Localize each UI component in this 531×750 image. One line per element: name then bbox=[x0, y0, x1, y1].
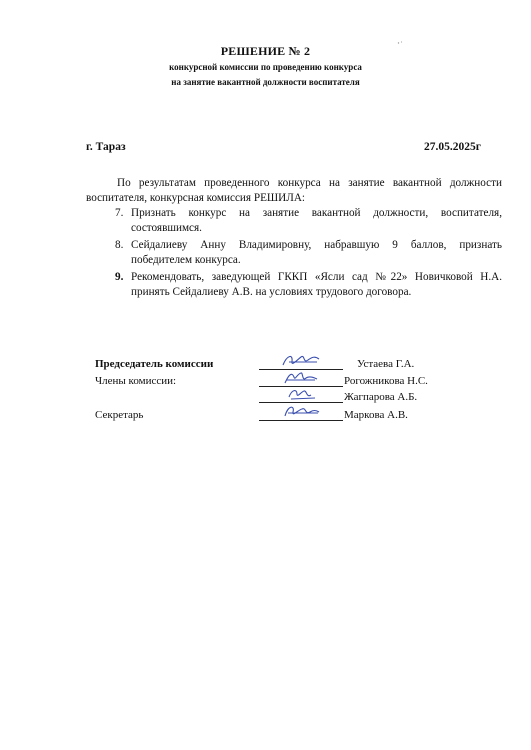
document-title: РЕШЕНИЕ № 2 bbox=[220, 44, 311, 58]
decision-item bbox=[86, 270, 502, 299]
secretary-name: Маркова А.В. bbox=[344, 409, 408, 421]
signature-line bbox=[259, 408, 343, 421]
decision-item-number: 7. bbox=[115, 207, 124, 219]
decision-item-text: Признать конкурс на занятие вакантной должности, воспитателя, состоявшимся. bbox=[131, 207, 502, 234]
chair-label: Председатель комиссии bbox=[95, 358, 214, 370]
decision-list bbox=[86, 206, 502, 299]
decision-item bbox=[86, 206, 502, 235]
decision-item-number: 8. bbox=[115, 239, 124, 251]
decision-item bbox=[86, 238, 502, 267]
decision-body bbox=[86, 176, 502, 299]
intro-paragraph: По результатам проведенного конкурса на занятие вакантной должности воспитателя, конкурсная комиссия РЕШИЛА: bbox=[86, 177, 502, 204]
document-date: 27.05.2025г bbox=[424, 141, 481, 153]
handwritten-signature-icon bbox=[259, 402, 343, 422]
member1-name: Рогожникова Н.С. bbox=[344, 375, 428, 387]
document-city: г. Тараз bbox=[86, 141, 126, 153]
document-subtitle-line1: конкурсной комиссии по проведению конкурса bbox=[169, 62, 362, 72]
decision-item-number: 9. bbox=[115, 271, 124, 283]
decision-item-text: Рекомендовать, заведующей ГККП «Ясли сад №22» Новичковой Н.А. принять Сейдалиеву А.В. на условиях трудового договора. bbox=[131, 271, 502, 298]
secretary-label: Секретарь bbox=[95, 409, 144, 421]
member2-name: Жагпарова А.Б. bbox=[344, 391, 418, 403]
document-subtitle-line2: на занятие вакантной должности воспитателя bbox=[171, 77, 360, 87]
chair-name: Устаева Г.А. bbox=[357, 358, 415, 370]
handwritten-signature-icon bbox=[259, 384, 343, 404]
decision-item-text: Сейдалиеву Анну Владимировну, набравшую 9 баллов, признать победителем конкурса. bbox=[131, 239, 502, 266]
members-label: Члены комиссии: bbox=[95, 375, 177, 387]
